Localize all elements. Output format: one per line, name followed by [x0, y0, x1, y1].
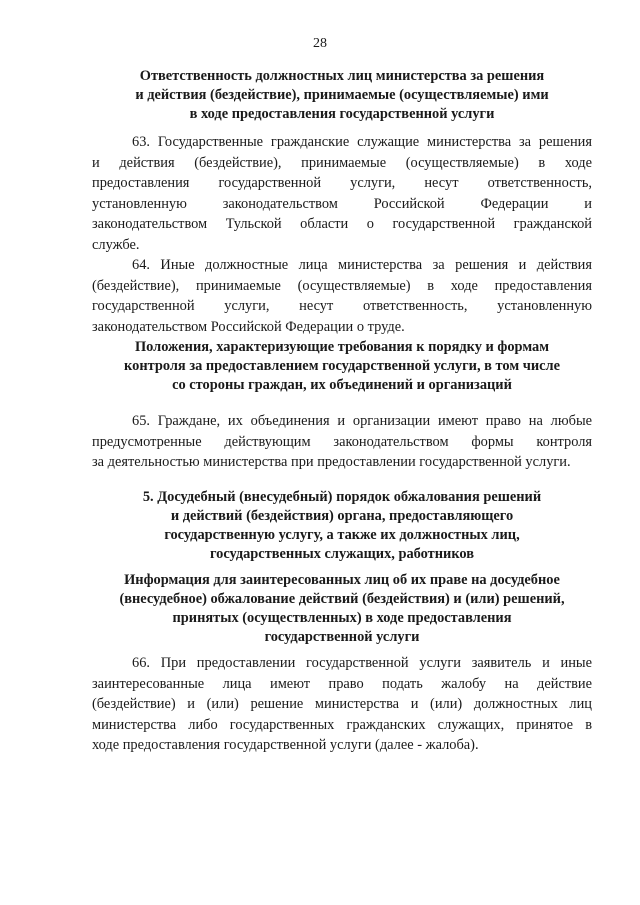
paragraph-line: министерства либо государственных гражданских служащих, принятое в	[92, 716, 592, 733]
paragraph-line: предусмотренные действующим законодательством формы контроля	[92, 433, 592, 450]
heading-line: Положения, характеризующие требования к порядку и формам	[134, 339, 550, 355]
paragraph-line: государственной услуги, несут ответственность, установленную	[92, 298, 592, 315]
paragraph-line: заинтересованные лица имеют право подать жалобу на действие	[92, 675, 592, 692]
paragraph-line: за деятельностью министерства при предоставлении государственной услуги.	[92, 454, 571, 471]
paragraph-line: службе.	[92, 236, 140, 253]
heading-line: контроля за предоставлением государственной услуги, в том числе	[124, 358, 560, 374]
paragraph-line: (бездействие) и (или) решение министерства и (или) должностных лиц	[92, 696, 592, 713]
paragraph-63	[92, 132, 592, 256]
paragraph-line: 66. При предоставлении государственной услуги заявитель и иные	[132, 655, 592, 671]
heading-line: принятых (осуществленных) в ходе предоставления	[172, 610, 512, 626]
heading-line: государственной услуги	[264, 629, 420, 645]
paragraph-line: ходе предоставления государственной услуги (далее - жалоба).	[92, 737, 479, 754]
section-heading-responsibility	[92, 67, 592, 124]
heading-line: и действий (бездействия) органа, предоставляющего	[170, 508, 514, 524]
heading-line: Ответственность должностных лиц министерства за решения	[139, 68, 545, 84]
paragraph-line: законодательством Российской Федерации о труде.	[92, 318, 405, 335]
heading-line: со стороны граждан, их объединений и организаций	[172, 377, 512, 393]
section-heading-appeal	[92, 488, 592, 564]
paragraph-line: установленную законодательством Российской Федерации и	[92, 195, 592, 212]
paragraph-line: 65. Граждане, их объединения и организации имеют право на любые	[132, 413, 592, 429]
section-heading-information	[92, 571, 592, 647]
heading-line: и действия (бездействие), принимаемые (осуществляемые) ими	[135, 87, 549, 103]
paragraph-64	[92, 255, 592, 337]
paragraph-line: законодательством Тульской области о государственной гражданской	[92, 216, 592, 233]
paragraph-line: 63. Государственные гражданские служащие министерства за решения	[132, 134, 592, 150]
page-number: 28	[313, 36, 327, 51]
heading-line: государственную услугу, а также их должностных лиц,	[164, 527, 520, 543]
paragraph-line: 64. Иные должностные лица министерства за решения и действия	[132, 257, 592, 273]
paragraph-66	[92, 653, 592, 756]
heading-line: (внесудебное) обжалование действий (бездействия) и (или) решений,	[119, 591, 565, 607]
paragraph-line: и действия (бездействие), принимаемые (осуществляемые) в ходе	[92, 154, 592, 171]
heading-line: в ходе предоставления государственной услуги	[189, 106, 495, 122]
paragraph-line: предоставления государственной услуги, несут ответственность,	[92, 175, 592, 192]
heading-line: Информация для заинтересованных лиц об их праве на досудебное	[124, 572, 560, 588]
paragraph-line: (бездействие), принимаемые (осуществляемые) в ходе предоставления	[92, 277, 592, 294]
heading-line: государственных служащих, работников	[209, 546, 475, 562]
heading-line: 5. Досудебный (внесудебный) порядок обжалования решений	[142, 489, 542, 505]
paragraph-65	[92, 411, 592, 473]
section-heading-control	[92, 338, 592, 395]
